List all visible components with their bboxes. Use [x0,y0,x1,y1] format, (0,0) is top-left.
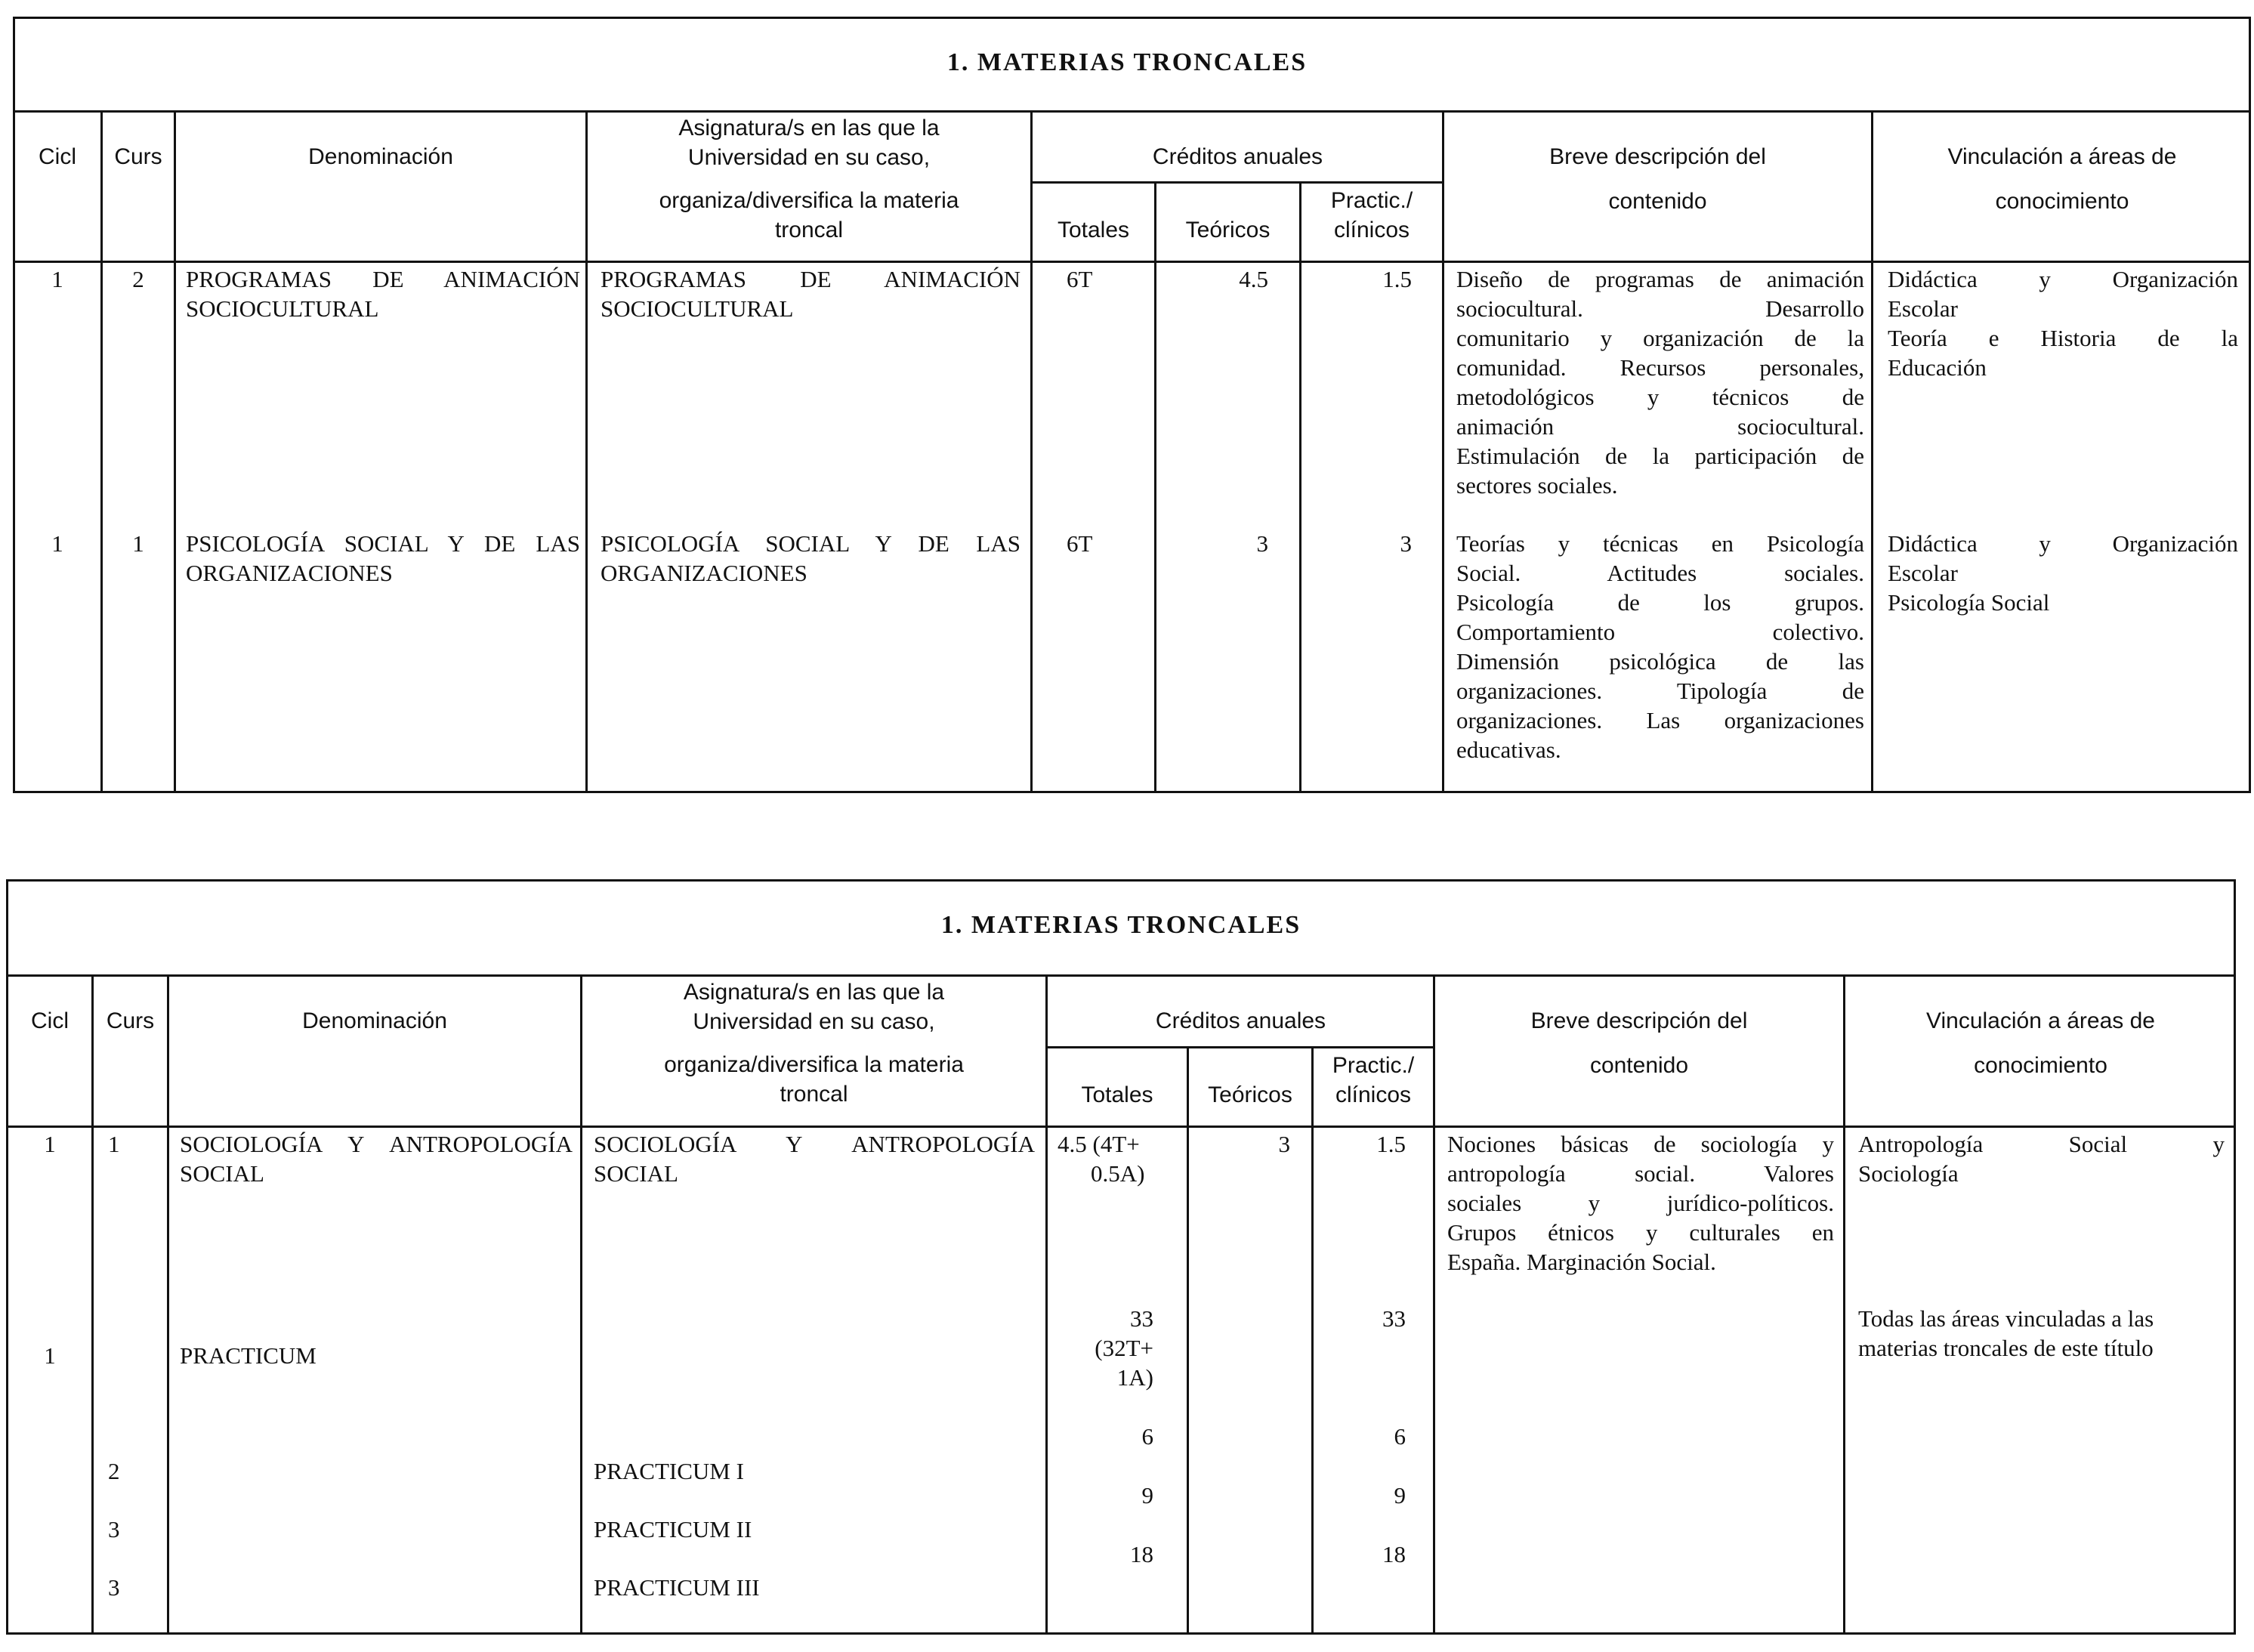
header-totales: Totales [1057,218,1130,242]
row-descripcion: Teorías y técnicas en Psicología Social. Actitudes sociales. Psicología de los grupos. Comportamiento colectivo. Dimensión psicológica de las organizaciones. Tipología de organizaciones. Las organizaciones educativas. [1456,530,1864,763]
row-cicl: 1 [51,266,63,292]
row-curs: 3 [108,1574,120,1601]
row-practicos: 1.5 [1376,1131,1406,1157]
table-1-frame [13,17,2251,793]
row-denominacion: PSICOLOGÍA SOCIAL Y DE LAS ORGANIZACIONES [186,530,580,586]
header-breve: Breve descripción del contenido [1530,1008,1748,1078]
row-denominacion: PROGRAMAS DE ANIMACIÓN SOCIOCULTURAL [186,266,580,322]
row-denominacion: SOCIOLOGÍA Y ANTROPOLOGÍA SOCIAL [180,1131,573,1187]
row-practicos: 6 [1394,1423,1406,1450]
divider [1030,110,1033,793]
row-vinculacion: Didáctica y Organización Escolar Psicología Social [1888,530,2238,616]
row-asignatura: PRACTICUM III [594,1574,760,1601]
row-totales: 6T [1067,266,1093,292]
header-breve: Breve descripción del contenido [1549,144,1766,214]
row-curs: 2 [108,1458,120,1484]
row-denominacion: PRACTICUM [180,1342,316,1369]
header-practic: Practic./ clínicos [1332,1053,1415,1107]
header-asignatura: Asignatura/s en las que la Universidad en su caso, organiza/diversifica la materia troncal [664,980,964,1107]
divider [167,974,169,1635]
row-teoricos: 3 [1278,1131,1290,1157]
row-practicos: 33 [1382,1305,1406,1332]
row-practicos: 1.5 [1382,266,1412,292]
header-denominacion: Denominación [308,144,453,169]
row-curs: 2 [132,266,144,292]
row-teoricos: 3 [1256,530,1268,557]
table-1-title: 1. MATERIAS TRONCALES [946,48,1308,76]
table-2-frame [6,879,2236,1635]
header-creditos: Créditos anuales [1155,1008,1326,1033]
row-teoricos: 4.5 [1239,266,1268,292]
header-teoricos: Teóricos [1208,1082,1292,1107]
row-totales: 33 (32T+ 1A) [1095,1305,1153,1391]
row-cicl: 1 [44,1342,56,1369]
header-vinculacion: Vinculación a áreas de conocimiento [1926,1008,2155,1078]
header-cicl: Cicl [39,144,76,169]
row-practicos: 9 [1394,1482,1406,1508]
header-vinculacion: Vinculación a áreas de conocimiento [1947,144,2177,214]
row-practicos: 3 [1400,530,1412,557]
divider [174,110,176,793]
row-asignatura: PROGRAMAS DE ANIMACIÓN SOCIOCULTURAL [601,266,1020,322]
row-curs: 1 [132,530,144,557]
row-practicos: 18 [1382,1541,1406,1567]
row-asignatura: PRACTICUM I [594,1458,744,1484]
row-asignatura: PRACTICUM II [594,1516,752,1542]
header-asignatura: Asignatura/s en las que la Universidad en su caso, organiza/diversifica la materia troncal [659,116,959,242]
divider [6,974,2236,977]
divider [13,261,2251,263]
row-vinculacion: Todas las áreas vinculadas a las materias troncales de este título [1858,1305,2154,1361]
row-curs: 1 [108,1131,120,1157]
row-curs: 3 [108,1516,120,1542]
divider [91,974,94,1635]
divider [100,110,103,793]
header-practic: Practic./ clínicos [1330,188,1413,242]
row-totales: 6T [1067,530,1093,557]
row-totales: 18 [1130,1541,1153,1567]
header-curs: Curs [106,1008,155,1033]
header-cicl: Cicl [31,1008,69,1033]
row-cicl: 1 [44,1131,56,1157]
header-denominacion: Denominación [302,1008,447,1033]
row-totales: 6 [1141,1423,1153,1450]
divider [1030,181,1443,184]
header-curs: Curs [114,144,162,169]
header-totales: Totales [1081,1082,1153,1107]
row-descripcion: Diseño de programas de animación sociocultural. Desarrollo comunitario y organización de la comunidad. Recursos personales, metodológicos y técnicos de animación sociocultural. Estimulación de la participación de sectores sociales. [1456,266,1864,499]
row-asignatura: SOCIOLOGÍA Y ANTROPOLOGÍA SOCIAL [594,1131,1035,1187]
row-descripcion: Nociones básicas de sociología y antropología social. Valores sociales y jurídico-políticos. Grupos étnicos y culturales en España. Marginación Social. [1447,1131,1834,1275]
row-totales: 9 [1141,1482,1153,1508]
row-vinculacion: Didáctica y Organización Escolar Teoría e Historia de la Educación [1888,266,2238,381]
header-teoricos: Teóricos [1185,218,1271,242]
divider [13,110,2251,113]
divider [6,1126,2236,1128]
row-asignatura: PSICOLOGÍA SOCIAL Y DE LAS ORGANIZACIONES [601,530,1020,586]
header-creditos: Créditos anuales [1152,144,1323,169]
row-totales: 4.5 (4T+ 0.5A) [1058,1131,1145,1187]
table-2-title: 1. MATERIAS TRONCALES [940,911,1301,939]
divider [1045,1046,1434,1048]
row-vinculacion: Antropología Social y Sociología [1858,1131,2225,1187]
row-cicl: 1 [51,530,63,557]
